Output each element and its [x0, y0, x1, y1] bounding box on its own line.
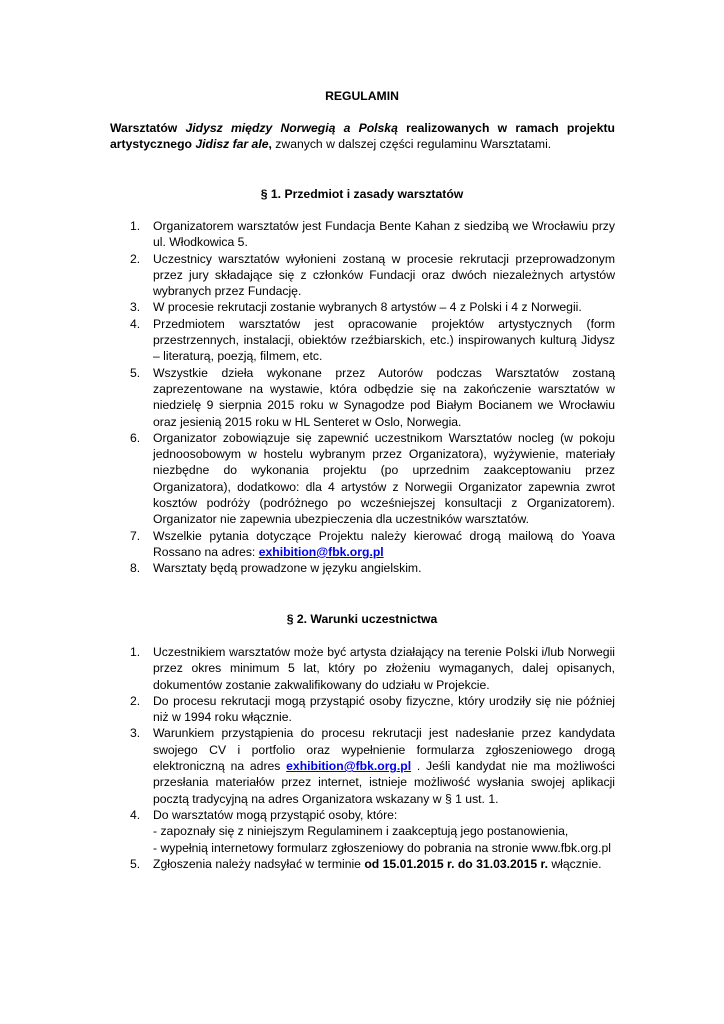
list-item-number: 8.	[130, 561, 141, 576]
list-item	[110, 693, 615, 726]
list-item-number: 6.	[130, 430, 141, 445]
list-item-text: Wszelkie pytania dotyczące Projektu należy kierować drogą mailową do Yoava Rossano na adres:	[153, 528, 615, 559]
list-item	[110, 365, 615, 430]
email-link[interactable]: exhibition@fbk.org.pl	[258, 544, 384, 559]
document-title: REGULAMIN	[325, 89, 399, 103]
intro-paragraph	[110, 120, 615, 153]
list-item-number: 5.	[130, 856, 141, 871]
intro-text-3: zwanych w dalszej części regulaminu Warsztatami.	[271, 137, 552, 152]
list-item-text: Warsztaty będą prowadzone w języku angielskim.	[153, 561, 422, 576]
section-2-list	[110, 644, 615, 872]
section-2-title: § 2. Warunki uczestnictwa	[286, 612, 438, 626]
intro-comma: ,	[268, 137, 272, 152]
list-item-text: Zgłoszenia należy nadsyłać w terminie	[153, 856, 365, 871]
list-item-text: Organizatorem warsztatów jest Fundacja Bente Kahan z siedzibą we Wrocławiu przy ul. Włodkowica 5.	[153, 219, 615, 250]
deadline-dates: od 15.01.2015 r. do 31.03.2015 r.	[364, 856, 548, 871]
list-item-text: Wszystkie dzieła wykonane przez Autorów podczas Warsztatów zostaną zaprezentowane na wystawie, która odbędzie się na zakończenie warsztatów w niedzielę 9 sierpnia 2015 roku w Synagodze pod Białym Bocianem we Wrocławiu oraz jesienią 2015 roku w HL Senteret w Oslo, Norwegia.	[153, 365, 615, 429]
list-item-content	[153, 725, 615, 806]
list-item-content	[153, 856, 615, 872]
list-item-text-continued: . Jeśli kandydat nie ma możliwości przesłania materiałów przez internet, istnieje możliwość wysłania swojej aplikacji pocztą tradycyjną na adres Organizatora wskazany w § 1 ust. 1.	[153, 759, 615, 806]
list-item	[110, 560, 615, 576]
list-item-number: 7.	[130, 528, 141, 543]
list-item	[110, 251, 615, 300]
list-item-condition: - wypełnią internetowy formularz zgłoszeniowy do pobrania na stronie www.fbk.org.pl	[153, 840, 611, 855]
list-item-text: Do procesu rekrutacji mogą przystąpić osoby fizyczne, który urodziły się nie później niż w 1994 roku włącznie.	[153, 693, 615, 725]
list-item-number: 4.	[130, 316, 141, 331]
list-item-text: Przedmiotem warsztatów jest opracowanie projektów artystycznych (form przestrzennych, instalacji, obiektów rzeźbiarskich, etc.) inspirowanych kulturą Jidysz – literaturą, poezją, filmem, etc.	[153, 316, 615, 364]
section-1-list	[110, 218, 615, 577]
list-item-number: 4.	[130, 807, 141, 822]
list-item-text: W procesie rekrutacji zostanie wybranych 8 artystów – 4 z Polski i 4 z Norwegii.	[153, 300, 582, 315]
list-item-number: 5.	[130, 365, 141, 380]
list-item	[110, 299, 615, 315]
list-item	[110, 218, 615, 251]
intro-text-1: Warsztatów	[110, 121, 186, 135]
list-item-text-continued: włącznie.	[547, 856, 602, 871]
list-item-condition: - zapoznały się z niniejszym Regulaminem i zaakceptują jego postanowienia,	[153, 824, 569, 839]
list-item-content	[153, 528, 615, 561]
email-link[interactable]: exhibition@fbk.org.pl	[286, 759, 412, 774]
list-item-text: Organizator zobowiązuje się zapewnić uczestnikom Warsztatów nocleg (w pokoju jednoosobowym w hostelu wybranym przez Organizatora), wyżywienie, materiały niezbędne do wykonania projektu (po uprzednim zaakceptowaniu przez Organizatora), dodatkowo: dla 4 artystów z Norwegii Organizator zapewnia zwrot kosztów podróży (podróżnego po wcześniejszej konsultacji z Organizatorem). Organizator nie zapewnia ubezpieczenia dla uczestników warsztatów.	[153, 430, 615, 527]
list-item-number: 2.	[130, 693, 141, 708]
intro-workshop-name: Jidysz między Norwegią a Polską	[185, 121, 398, 135]
list-item-number: 3.	[130, 726, 141, 741]
list-item-text: Warunkiem przystąpienia do procesu rekrutacji jest nadesłanie przez kandydata swojego CV i portfolio oraz wypełnienie formularza zgłoszeniowego drogą elektroniczną na adres	[153, 726, 615, 774]
list-item-number: 2.	[130, 251, 141, 266]
section-1-title: § 1. Przedmiot i zasady warsztatów	[260, 187, 464, 201]
list-item	[110, 807, 615, 856]
list-item	[110, 430, 615, 528]
list-item	[110, 856, 615, 872]
intro-text-2: realizowanych w ramach projektu artystycznego	[110, 121, 615, 152]
list-item-text: Do warsztatów mogą przystąpić osoby, które:	[153, 807, 398, 822]
list-item	[110, 316, 615, 365]
list-item	[110, 528, 615, 561]
list-item-number: 3.	[130, 300, 141, 315]
list-item-number: 1.	[130, 219, 141, 233]
intro-project-name: Jidisz far ale	[195, 137, 269, 152]
list-item	[110, 725, 615, 806]
list-item-number: 1.	[130, 645, 141, 659]
list-item-text: Uczestnicy warsztatów wyłonieni zostaną w procesie rekrutacji przeprowadzonym przez jury składające się z członków Fundacji oraz dwóch niezależnych artystów wybranych przez Fundację.	[153, 251, 615, 299]
list-item-content	[153, 807, 615, 856]
list-item	[110, 644, 615, 693]
list-item-text: Uczestnikiem warsztatów może być artysta działający na terenie Polski i/lub Norwegii przez okres minimum 5 lat, który po złożeniu wymaganych, dalej opisanych, dokumentów zostanie zakwalifikowany do udziału w Projekcie.	[153, 645, 615, 692]
